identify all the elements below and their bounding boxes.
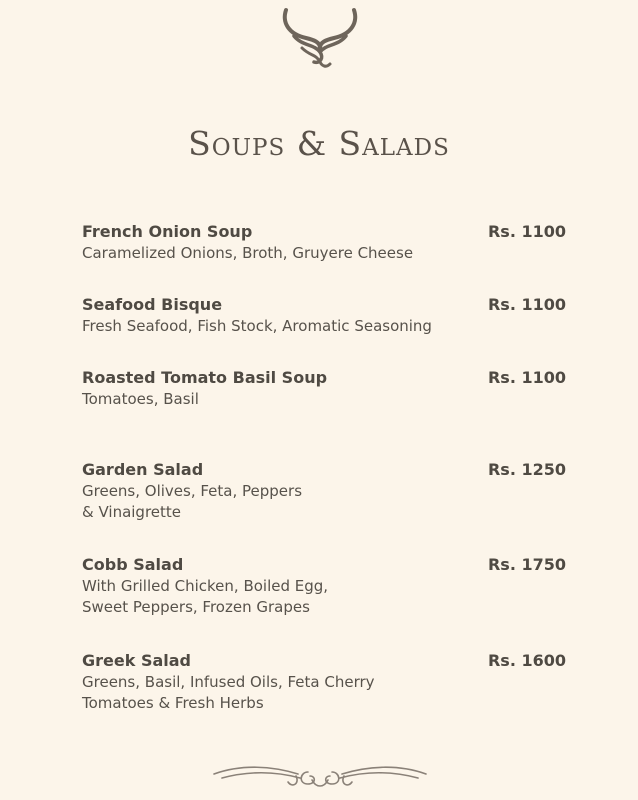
item-name: Garden Salad: [82, 460, 204, 479]
item-price: Rs. 1750: [487, 555, 566, 574]
menu-item: [82, 651, 566, 714]
scroll-flourish-icon: [212, 758, 428, 792]
bull-horns-logo-icon: [280, 4, 360, 70]
menu-item: [82, 295, 566, 337]
item-description: Greens, Basil, Infused Oils, Feta Cherry: [82, 673, 375, 691]
item-name: Greek Salad: [82, 651, 191, 670]
item-description: & Vinaigrette: [82, 503, 182, 521]
menu-item: [82, 555, 566, 618]
section-title: Soups & Salads: [188, 124, 450, 163]
menu-item: [82, 222, 566, 264]
item-price: Rs. 1100: [487, 295, 566, 314]
item-price: Rs. 1600: [487, 651, 566, 670]
item-price: Rs. 1250: [487, 460, 566, 479]
item-name: Seafood Bisque: [82, 295, 223, 314]
item-name: French Onion Soup: [82, 222, 253, 241]
menu-item: [82, 368, 566, 410]
item-description: Greens, Olives, Feta, Peppers: [82, 482, 303, 500]
item-price: Rs. 1100: [487, 368, 566, 387]
item-description: Sweet Peppers, Frozen Grapes: [82, 598, 310, 616]
item-description: Tomatoes & Fresh Herbs: [82, 694, 264, 712]
menu-item: [82, 460, 566, 523]
item-name: Cobb Salad: [82, 555, 184, 574]
item-description: With Grilled Chicken, Boiled Egg,: [82, 577, 329, 595]
item-description: Caramelized Onions, Broth, Gruyere Cheese: [82, 244, 414, 262]
item-description: Fresh Seafood, Fish Stock, Aromatic Seasoning: [82, 317, 432, 335]
item-description: Tomatoes, Basil: [82, 390, 199, 408]
item-name: Roasted Tomato Basil Soup: [82, 368, 328, 387]
item-price: Rs. 1100: [487, 222, 566, 241]
